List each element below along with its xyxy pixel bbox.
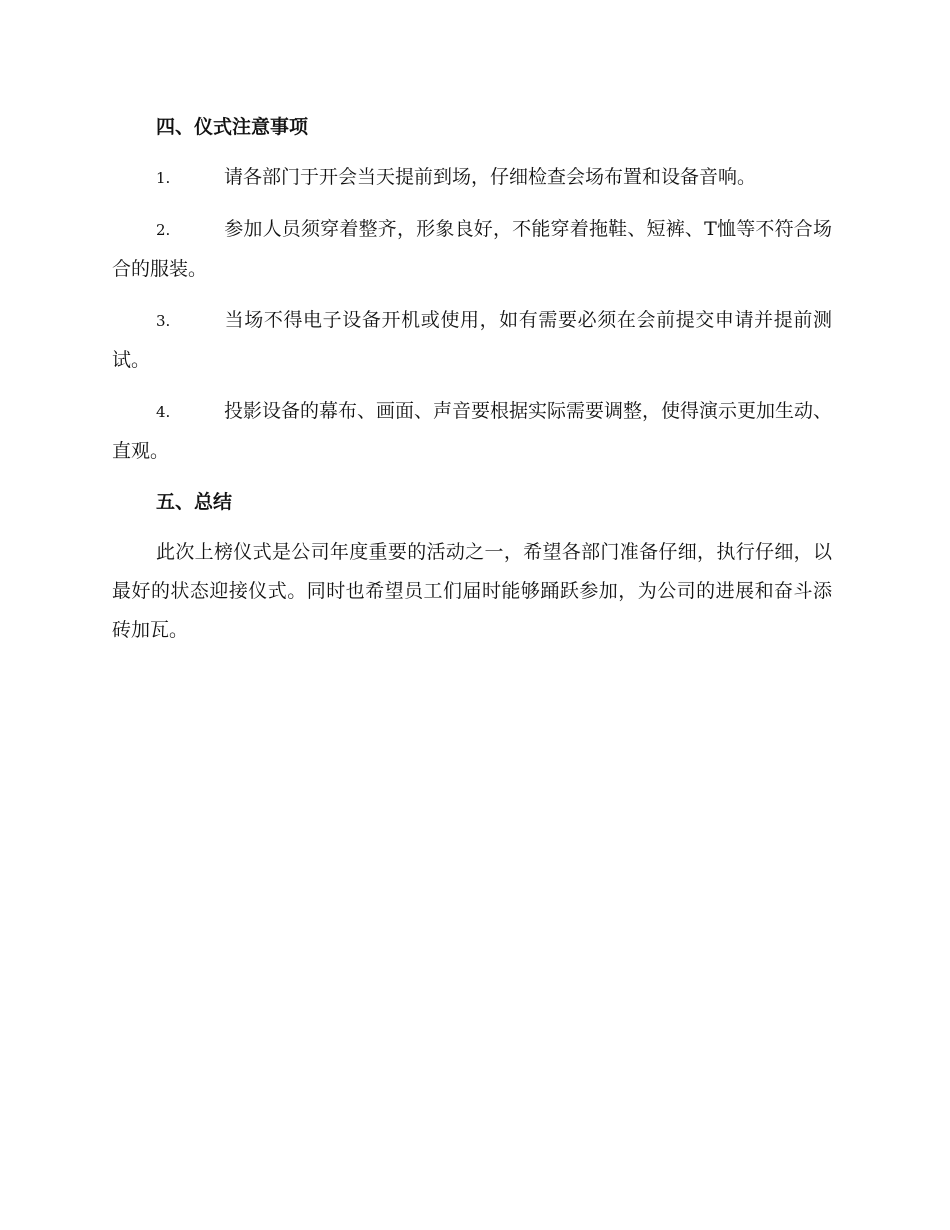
notice-item-text: 投影设备的幕布、画面、声音要根据实际需要调整，使得演示更加生动、直观。 — [112, 400, 833, 462]
notice-item-1 — [112, 158, 832, 198]
notice-item-number: 2. — [156, 221, 171, 239]
section-4-heading: 四、仪式注意事项 — [156, 116, 309, 138]
notice-item-3 — [112, 301, 832, 380]
summary-paragraph: 此次上榜仪式是公司年度重要的活动之一，希望各部门准备仔细，执行仔细，以最好的状态迎接仪式。同时也希望员工们届时能够踊跃参加，为公司的进展和奋斗添砖加瓦。 — [112, 541, 832, 641]
document-content — [112, 108, 832, 650]
notice-item-text: 当场不得电子设备开机或使用，如有需要必须在会前提交申请并提前测试。 — [112, 309, 832, 371]
notice-item-number: 1. — [156, 169, 171, 187]
notice-item-4 — [112, 392, 832, 471]
notice-item-text: 请各部门于开会当天提前到场，仔细检查会场布置和设备音响。 — [224, 166, 757, 188]
notice-item-2 — [112, 210, 832, 289]
notice-item-text: 参加人员须穿着整齐，形象良好，不能穿着拖鞋、短裤、T恤等不符合场合的服装。 — [112, 218, 832, 280]
section-5-heading: 五、总结 — [156, 491, 233, 513]
notice-item-number: 3. — [156, 312, 171, 330]
notice-item-number: 4. — [156, 403, 171, 421]
